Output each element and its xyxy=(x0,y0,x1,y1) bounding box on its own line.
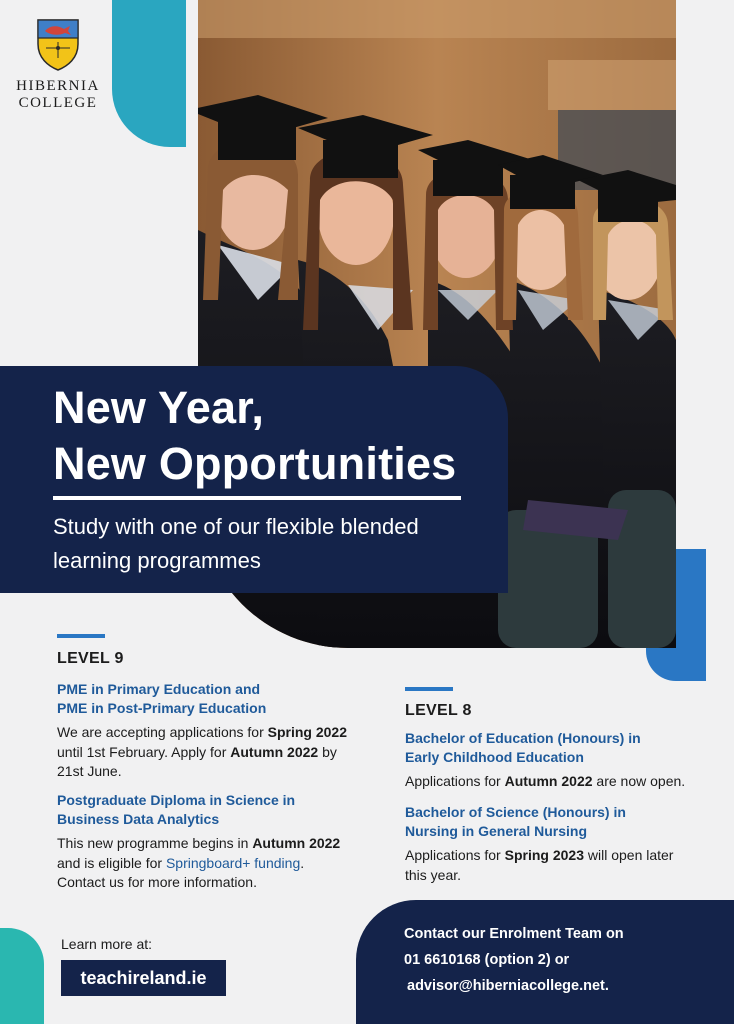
programme-title-line: Business Data Analytics xyxy=(57,811,220,827)
level8-rule xyxy=(405,687,453,691)
programme-title[interactable] xyxy=(57,680,357,718)
programme-title[interactable] xyxy=(405,729,715,767)
subheadline xyxy=(53,510,493,578)
programme-title-line: Early Childhood Education xyxy=(405,749,584,765)
phone-number[interactable]: 01 6610168 (option 2) or xyxy=(404,952,570,968)
level9-programme-1 xyxy=(57,680,357,782)
website-link[interactable]: teachireland.ie xyxy=(61,960,226,996)
college-logo[interactable] xyxy=(14,18,102,112)
programme-title-line: Nursing in General Nursing xyxy=(405,823,588,839)
logo-wordmark xyxy=(14,78,102,112)
contact-panel xyxy=(356,900,734,1024)
headline-banner xyxy=(0,366,508,593)
hibernia-crest-icon xyxy=(14,18,102,72)
email-address[interactable]: advisor@hiberniacollege.net. xyxy=(407,978,609,994)
headline-line-1: New Year, xyxy=(53,382,265,433)
level8-programme-2 xyxy=(405,803,715,885)
programme-title-line: Postgraduate Diploma in Science in xyxy=(57,792,296,808)
programme-title[interactable] xyxy=(405,803,715,841)
level8-programme-1 xyxy=(405,729,715,792)
programme-title[interactable] xyxy=(57,791,357,829)
programme-title-line: Bachelor of Science (Honours) in xyxy=(405,804,626,820)
programme-title-line: PME in Post-Primary Education xyxy=(57,700,267,716)
learn-more-label: Learn more at: xyxy=(61,936,153,952)
level9-rule xyxy=(57,634,105,638)
teal-accent-shape xyxy=(112,0,186,147)
headline xyxy=(53,380,456,492)
level8-title: LEVEL 8 xyxy=(405,702,472,719)
springboard-link[interactable]: Springboard+ funding xyxy=(165,854,301,871)
programme-title-line: PME in Primary Education and xyxy=(57,681,261,697)
programme-description: Applications for Autumn 2022 are now open. xyxy=(405,773,686,789)
programme-description: We are accepting applications for Spring 2022 until 1st February. Apply for Autumn 2022 by 21st June. xyxy=(57,724,348,779)
teal-corner-shape xyxy=(0,928,44,1024)
programme-description: Applications for Spring 2023 will open later this year. xyxy=(405,847,674,883)
headline-divider xyxy=(53,496,461,500)
level9-title: LEVEL 9 xyxy=(57,650,124,667)
subheadline-line-2: learning programmes xyxy=(53,548,261,573)
logo-line-2: COLLEGE xyxy=(18,95,98,111)
contact-line-1: Contact our Enrolment Team on xyxy=(404,926,624,942)
level9-programme-2 xyxy=(57,791,357,893)
headline-line-2: New Opportunities xyxy=(53,438,457,489)
programme-description: This new programme begins in Autumn 2022 and is eligible for Springboard+ funding. Contact us for more information. xyxy=(57,835,341,890)
logo-line-1: HIBERNIA xyxy=(16,78,100,94)
programme-title-line: Bachelor of Education (Honours) in xyxy=(405,730,641,746)
subheadline-line-1: Study with one of our flexible blended xyxy=(53,514,419,539)
